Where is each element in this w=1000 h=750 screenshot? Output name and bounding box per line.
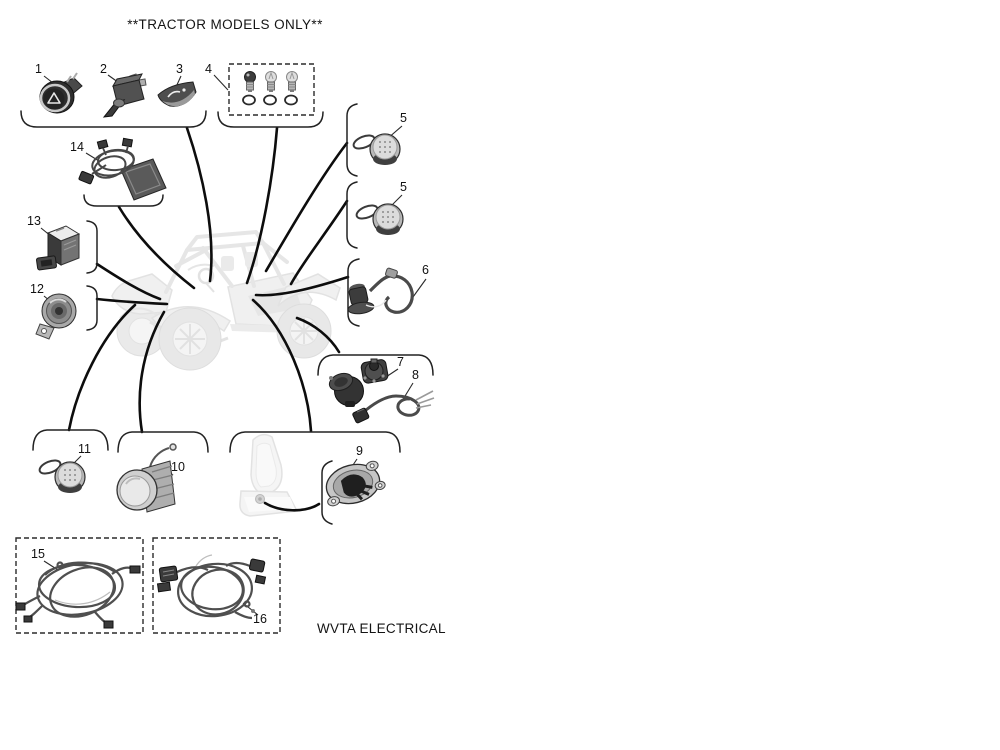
pigtail-lead-icon [352,391,434,423]
hazard-switch-icon [40,73,82,113]
part-label-8: 8 [412,368,419,382]
part-label-7: 7 [397,355,404,369]
part-label-9: 9 [356,444,363,458]
flasher-lamp-icon [352,133,400,165]
flasher-lamp-icon [38,458,85,493]
switch-decal-icon [158,82,196,106]
part-label-16: 16 [253,612,267,626]
sub-harness-with-plate-icon [79,138,166,200]
part-label-10: 10 [171,460,185,474]
diagram-title: **TRACTOR MODELS ONLY** [127,17,323,32]
part-label-6: 6 [422,263,429,277]
part-label-12: 12 [30,282,44,296]
wire-harness-icon [16,557,140,628]
part-label-1: 1 [35,62,42,76]
headlight-unit-icon [117,444,176,512]
part-label-13: 13 [27,214,41,228]
sensor-with-cable-icon [347,268,412,316]
part-label-14: 14 [70,140,84,154]
part-label-15: 15 [31,547,45,561]
flasher-lamp-icon [355,203,403,235]
horn-icon [36,294,76,339]
part-label-3: 3 [176,62,183,76]
toggle-switch-icon [104,74,146,117]
relay-unit-icon [36,226,79,270]
part-label-11: 11 [78,442,91,456]
part-label-5b: 5 [400,180,407,194]
bulbs-and-orings-icon [243,72,298,105]
part-label-4: 4 [205,62,212,76]
ghost-vehicle-illustration [112,232,340,370]
part-label-5a: 5 [400,111,407,125]
seat-switch-flange-icon [320,458,387,509]
wire-harness-icon [158,555,266,621]
diagram-footer-label: WVTA ELECTRICAL [317,621,446,636]
part-label-2: 2 [100,62,107,76]
